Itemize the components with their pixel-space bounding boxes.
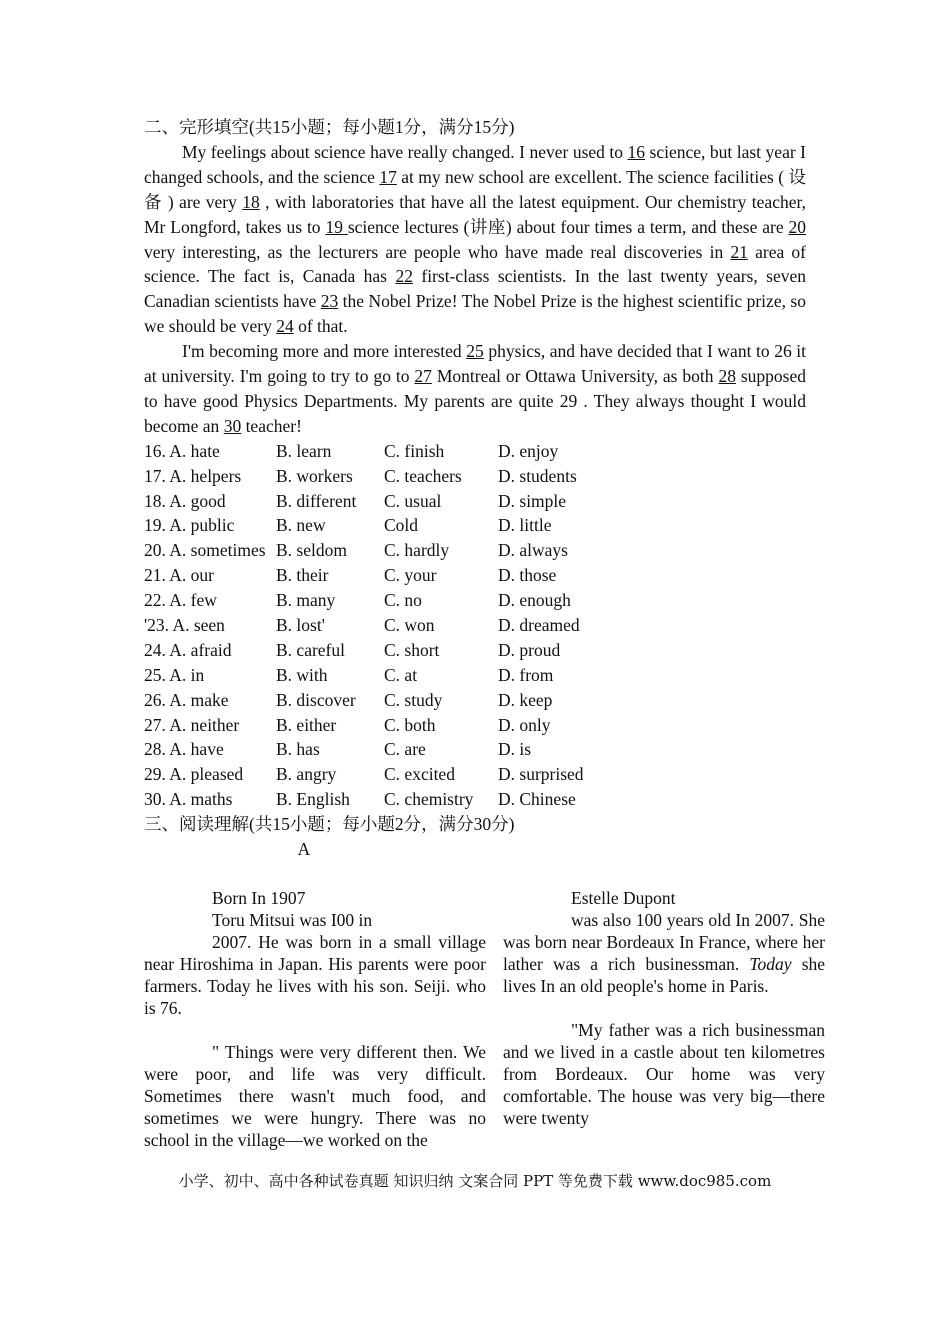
passage-paragraph-1: My feelings about science have really changed. I never used to 16 science, but last year I changed schools, and the science 17 at my new school are excellent. The science facilities ( 设 备 ) are very 18 , with laboratories that have all the latest equipment. Our chemistry teacher, Mr Longford, takes us to 19 science lectures (讲座) about four times a term, and these are 20 very interesting, as the lecturers are people who have made real discoveries in 21 area of science. The fact is, Canada has 22 first-class scientists. In the last twenty years, seven Canadian scientists have 23 the Nobel Prize! The Nobel Prize is the highest scientific prize, so we should be very 24 of that. — [144, 141, 806, 337]
option-choice: C. study — [384, 689, 443, 710]
option-choice: D. always — [498, 540, 568, 561]
right-para2: "My father was a rich businessman and we lived in a castle about ten kilometres from Bordeaux. Our home was very comfortable. The house was very big—there were twenty — [503, 1020, 825, 1128]
option-choice: D. little — [498, 515, 552, 536]
blank-number: 16 — [627, 141, 646, 162]
option-row — [144, 638, 806, 663]
option-row — [144, 464, 806, 489]
blank-number: 21 — [730, 241, 748, 262]
option-choice: D. students — [498, 465, 577, 486]
option-choice: C. teachers — [384, 465, 462, 486]
option-choice: Cold — [384, 515, 419, 536]
option-choice: D. dreamed — [498, 615, 580, 636]
option-choice: B. either — [276, 714, 337, 735]
option-choice: 29. A. pleased — [144, 764, 244, 785]
blank-number: 18 — [242, 191, 260, 212]
blank-number: 17 — [379, 166, 397, 187]
blank-number: 27 — [414, 366, 432, 387]
option-choice: D. only — [498, 714, 551, 735]
option-choice: B. discover — [276, 689, 356, 710]
option-choice: C. hardly — [384, 540, 450, 561]
blank-number: 22 — [395, 266, 413, 287]
option-choice: 26. A. make — [144, 689, 229, 710]
blank-number: 30 — [223, 415, 242, 436]
option-choice: 25. A. in — [144, 664, 205, 685]
option-choice: B. lost' — [276, 615, 325, 636]
option-choice: C. no — [384, 590, 422, 611]
option-choice: C. excited — [384, 764, 455, 785]
option-row — [144, 513, 806, 538]
option-choice: B. workers — [276, 465, 353, 486]
option-row — [144, 762, 806, 787]
option-choice: 28. A. have — [144, 739, 224, 760]
left-title: Born In 1907 — [212, 888, 306, 908]
blank-number: 25 — [466, 341, 484, 362]
option-choice: C. are — [384, 739, 426, 760]
blank-number: 19 — [325, 216, 348, 237]
footer-text: 小学、初中、高中各种试卷真题 知识归纳 文案合同 PPT 等免费下载 www.doc985.com — [178, 1172, 772, 1190]
option-choice: D. surprised — [498, 764, 584, 785]
option-choice: D. Chinese — [498, 789, 576, 810]
option-choice: D. keep — [498, 689, 553, 710]
option-choice: 20. A. sometimes — [144, 540, 266, 561]
option-choice: 30. A. maths — [144, 789, 233, 810]
option-choice: B. learn — [276, 440, 332, 461]
right-column — [503, 887, 825, 1129]
option-choice: C. your — [384, 565, 437, 586]
option-choice: C. at — [384, 664, 418, 685]
option-row — [144, 538, 806, 563]
option-choice: C. won — [384, 615, 435, 636]
option-choice: 18. A. good — [144, 490, 226, 511]
option-choice: B. seldom — [276, 540, 347, 561]
option-choice: 17. A. helpers — [144, 465, 242, 486]
option-row — [144, 613, 806, 638]
right-title: Estelle Dupont — [571, 888, 676, 908]
options-list — [144, 439, 806, 812]
option-choice: C. chemistry — [384, 789, 474, 810]
blank-number: 23 — [320, 291, 339, 312]
option-choice: B. careful — [276, 639, 345, 660]
option-row — [144, 737, 806, 762]
option-choice: C. finish — [384, 440, 445, 461]
option-row — [144, 663, 806, 688]
option-row — [144, 563, 806, 588]
option-choice: C. short — [384, 639, 440, 660]
option-row — [144, 439, 806, 464]
option-choice: C. usual — [384, 490, 442, 511]
option-choice: 19. A. public — [144, 515, 235, 536]
option-row — [144, 713, 806, 738]
option-choice: 21. A. our — [144, 565, 214, 586]
option-row — [144, 787, 806, 812]
option-choice: 16. A. hate — [144, 440, 220, 461]
option-choice: D. those — [498, 565, 557, 586]
option-row — [144, 688, 806, 713]
option-choice: D. simple — [498, 490, 567, 511]
section3-title: 三、阅读理解(共15小题；每小题2分，满分30分) — [144, 814, 515, 835]
option-choice: B. new — [276, 515, 326, 536]
left-column — [144, 887, 486, 1151]
left-para1: 2007. He was born in a small village near Hiroshima in Japan. His parents were poor farmers. Today he lives with his son. Seiji. who is 76. — [144, 932, 486, 1018]
option-choice: 27. A. neither — [144, 714, 240, 735]
option-choice: B. English — [276, 789, 350, 810]
right-para1: was also 100 years old In 2007. She was born near Bordeaux In France, where her lather was a rich businessman. Today she lives In an old people's home in Paris. — [503, 910, 826, 996]
reading-label: A — [297, 839, 311, 860]
left-line1: Toru Mitsui was I00 in — [212, 910, 373, 930]
option-choice: D. enough — [498, 590, 571, 611]
blank-number: 24 — [276, 316, 294, 337]
option-choice: B. different — [276, 490, 357, 511]
cloze-section — [144, 115, 806, 862]
option-row — [144, 588, 806, 613]
left-para2: " Things were very different then. We were poor, and life was very difficult. Sometimes there wasn't much food, and sometimes we were hungry. There was no school in the village—we worked on the — [144, 1042, 486, 1150]
option-choice: B. many — [276, 590, 336, 611]
option-choice: B. their — [276, 565, 329, 586]
option-choice: 22. A. few — [144, 590, 217, 611]
option-choice: B. with — [276, 664, 328, 685]
option-choice: D. enjoy — [498, 440, 559, 461]
blank-number: 28 — [718, 366, 736, 387]
blank-number: 20 — [788, 216, 806, 237]
option-choice: B. has — [276, 739, 320, 760]
section2-title: 二、完形填空(共15小题；每小题1分，满分15分) — [144, 117, 515, 137]
option-choice: D. is — [498, 739, 532, 760]
passage-paragraph-2: I'm becoming more and more interested 25 physics, and have decided that I want to 26 it at university. I'm going to try to go to 27 Montreal or Ottawa University, as both 28 supposed to have good Physics Departments. My parents are quite 29 . They always thought I would become an 30 teacher! — [144, 341, 806, 436]
option-choice: D. proud — [498, 639, 561, 660]
option-choice: 24. A. afraid — [144, 639, 232, 660]
option-choice: D. from — [498, 664, 554, 685]
option-choice: '23. A. seen — [144, 615, 225, 636]
option-choice: B. angry — [276, 764, 337, 785]
option-row — [144, 489, 806, 514]
option-choice: C. both — [384, 714, 436, 735]
